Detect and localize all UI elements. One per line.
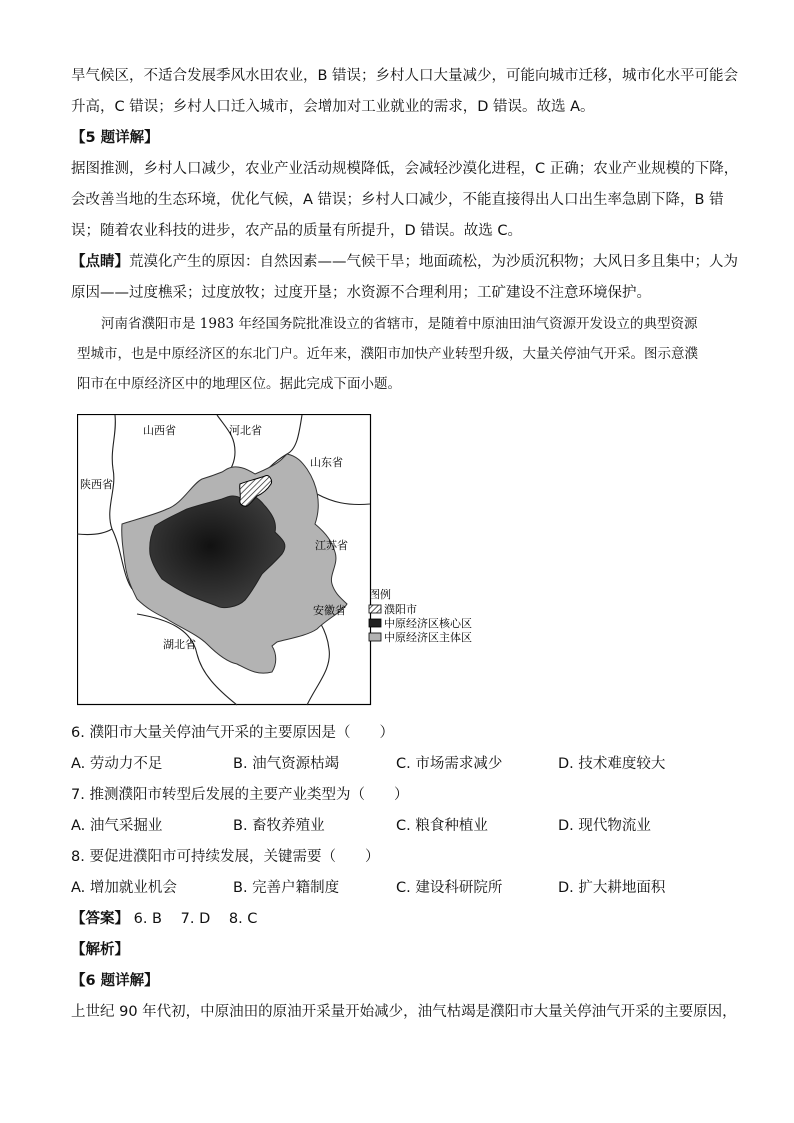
map-figure [77, 414, 503, 706]
q8-option-c[interactable]: C. 建设科研院所 [396, 880, 503, 896]
q7-option-a[interactable]: A. 油气采掘业 [71, 818, 163, 834]
answer-label: 【答案】 [71, 911, 129, 927]
legend-item-puyang: 濮阳市 [384, 603, 417, 616]
legend-item-main: 中原经济区主体区 [384, 631, 472, 644]
legend-item-core: 中原经济区核心区 [384, 617, 472, 630]
question-8: 8. 要促进濮阳市可持续发展，关键需要（ ） [71, 849, 380, 865]
map-label-jiangsu: 江苏省 [315, 539, 348, 552]
q6-option-d[interactable]: D. 技术难度较大 [558, 756, 666, 772]
map-label-shandong: 山东省 [310, 456, 343, 469]
map-label-anhui: 安徽省 [313, 604, 346, 617]
text-line: 升高，C 错误；乡村人口迁入城市，会增加对工业就业的需求，D 错误。故选 A。 [71, 99, 595, 115]
map-label-shanxi: 山西省 [143, 424, 176, 437]
answer-line [71, 909, 271, 929]
answer-6: 6. B [133, 911, 163, 927]
text-line: 旱气候区，不适合发展季风水田农业，B 错误；乡村人口大量减少，可能向城市迁移，城市化水平可能会 [71, 68, 739, 84]
text-line: 误；随着农业科技的进步，农产品的质量有所提升，D 错误。故选 C。 [71, 223, 523, 239]
q8-option-d[interactable]: D. 扩大耕地面积 [558, 880, 666, 896]
q8-option-b[interactable]: B. 完善户籍制度 [233, 880, 340, 896]
tip-line [71, 252, 738, 272]
tip-text: 荒漠化产生的原因：自然因素——气候干旱；地面疏松，为沙质沉积物；大风日多且集中；人为 [129, 254, 738, 270]
text-line: 上世纪 90 年代初，中原油田的原油开采量开始减少，油气枯竭是濮阳市大量关停油气开采的主要原因， [71, 1004, 737, 1020]
map-label-hebei: 河北省 [229, 424, 262, 437]
q7-option-c[interactable]: C. 粮食种植业 [396, 818, 488, 834]
passage-line: 河南省濮阳市是 1983 年经国务院批准设立的省辖市，是随着中原油田油气资源开发设立的典型资源 [101, 316, 698, 332]
text-line: 会改善当地的生态环境，优化气候，A 错误；乡村人口减少，不能直接得出人口出生率急剧下降，B 错 [71, 192, 724, 208]
answer-7: 7. D [180, 911, 211, 927]
text-line: 据图推测，乡村人口减少，农业产业活动规模降低，会减轻沙漠化进程，C 正确；农业产业规模的下降， [71, 161, 739, 177]
question-6: 6. 濮阳市大量关停油气开采的主要原因是（ ） [71, 725, 394, 741]
q8-option-a[interactable]: A. 增加就业机会 [71, 880, 177, 896]
passage-line: 阳市在中原经济区中的地理区位。据此完成下面小题。 [77, 376, 401, 392]
map-label-hubei: 湖北省 [163, 638, 196, 651]
q7-option-b[interactable]: B. 畜牧养殖业 [233, 818, 325, 834]
text-line: 原因——过度樵采；过度放牧；过度开垦；水资源不合理利用；工矿建设不注意环境保护。 [71, 285, 651, 301]
tip-label: 【点睛】 [71, 254, 129, 270]
map-legend [369, 587, 472, 644]
map-label-shaanxi: 陕西省 [80, 478, 113, 491]
analysis-heading: 【解析】 [71, 942, 129, 958]
answer-8: 8. C [228, 911, 258, 927]
legend-title: 图例 [369, 588, 391, 601]
q6-option-b[interactable]: B. 油气资源枯竭 [233, 756, 340, 772]
section-heading-5: 【5 题详解】 [71, 130, 159, 146]
question-7: 7. 推测濮阳市转型后发展的主要产业类型为（ ） [71, 787, 409, 803]
q6-option-a[interactable]: A. 劳动力不足 [71, 756, 163, 772]
passage-line: 型城市，也是中原经济区的东北门户。近年来，濮阳市加快产业转型升级，大量关停油气开采。图示意濮 [77, 346, 698, 362]
q6-option-c[interactable]: C. 市场需求减少 [396, 756, 503, 772]
section-heading-6: 【6 题详解】 [71, 973, 159, 989]
q7-option-d[interactable]: D. 现代物流业 [558, 818, 651, 834]
